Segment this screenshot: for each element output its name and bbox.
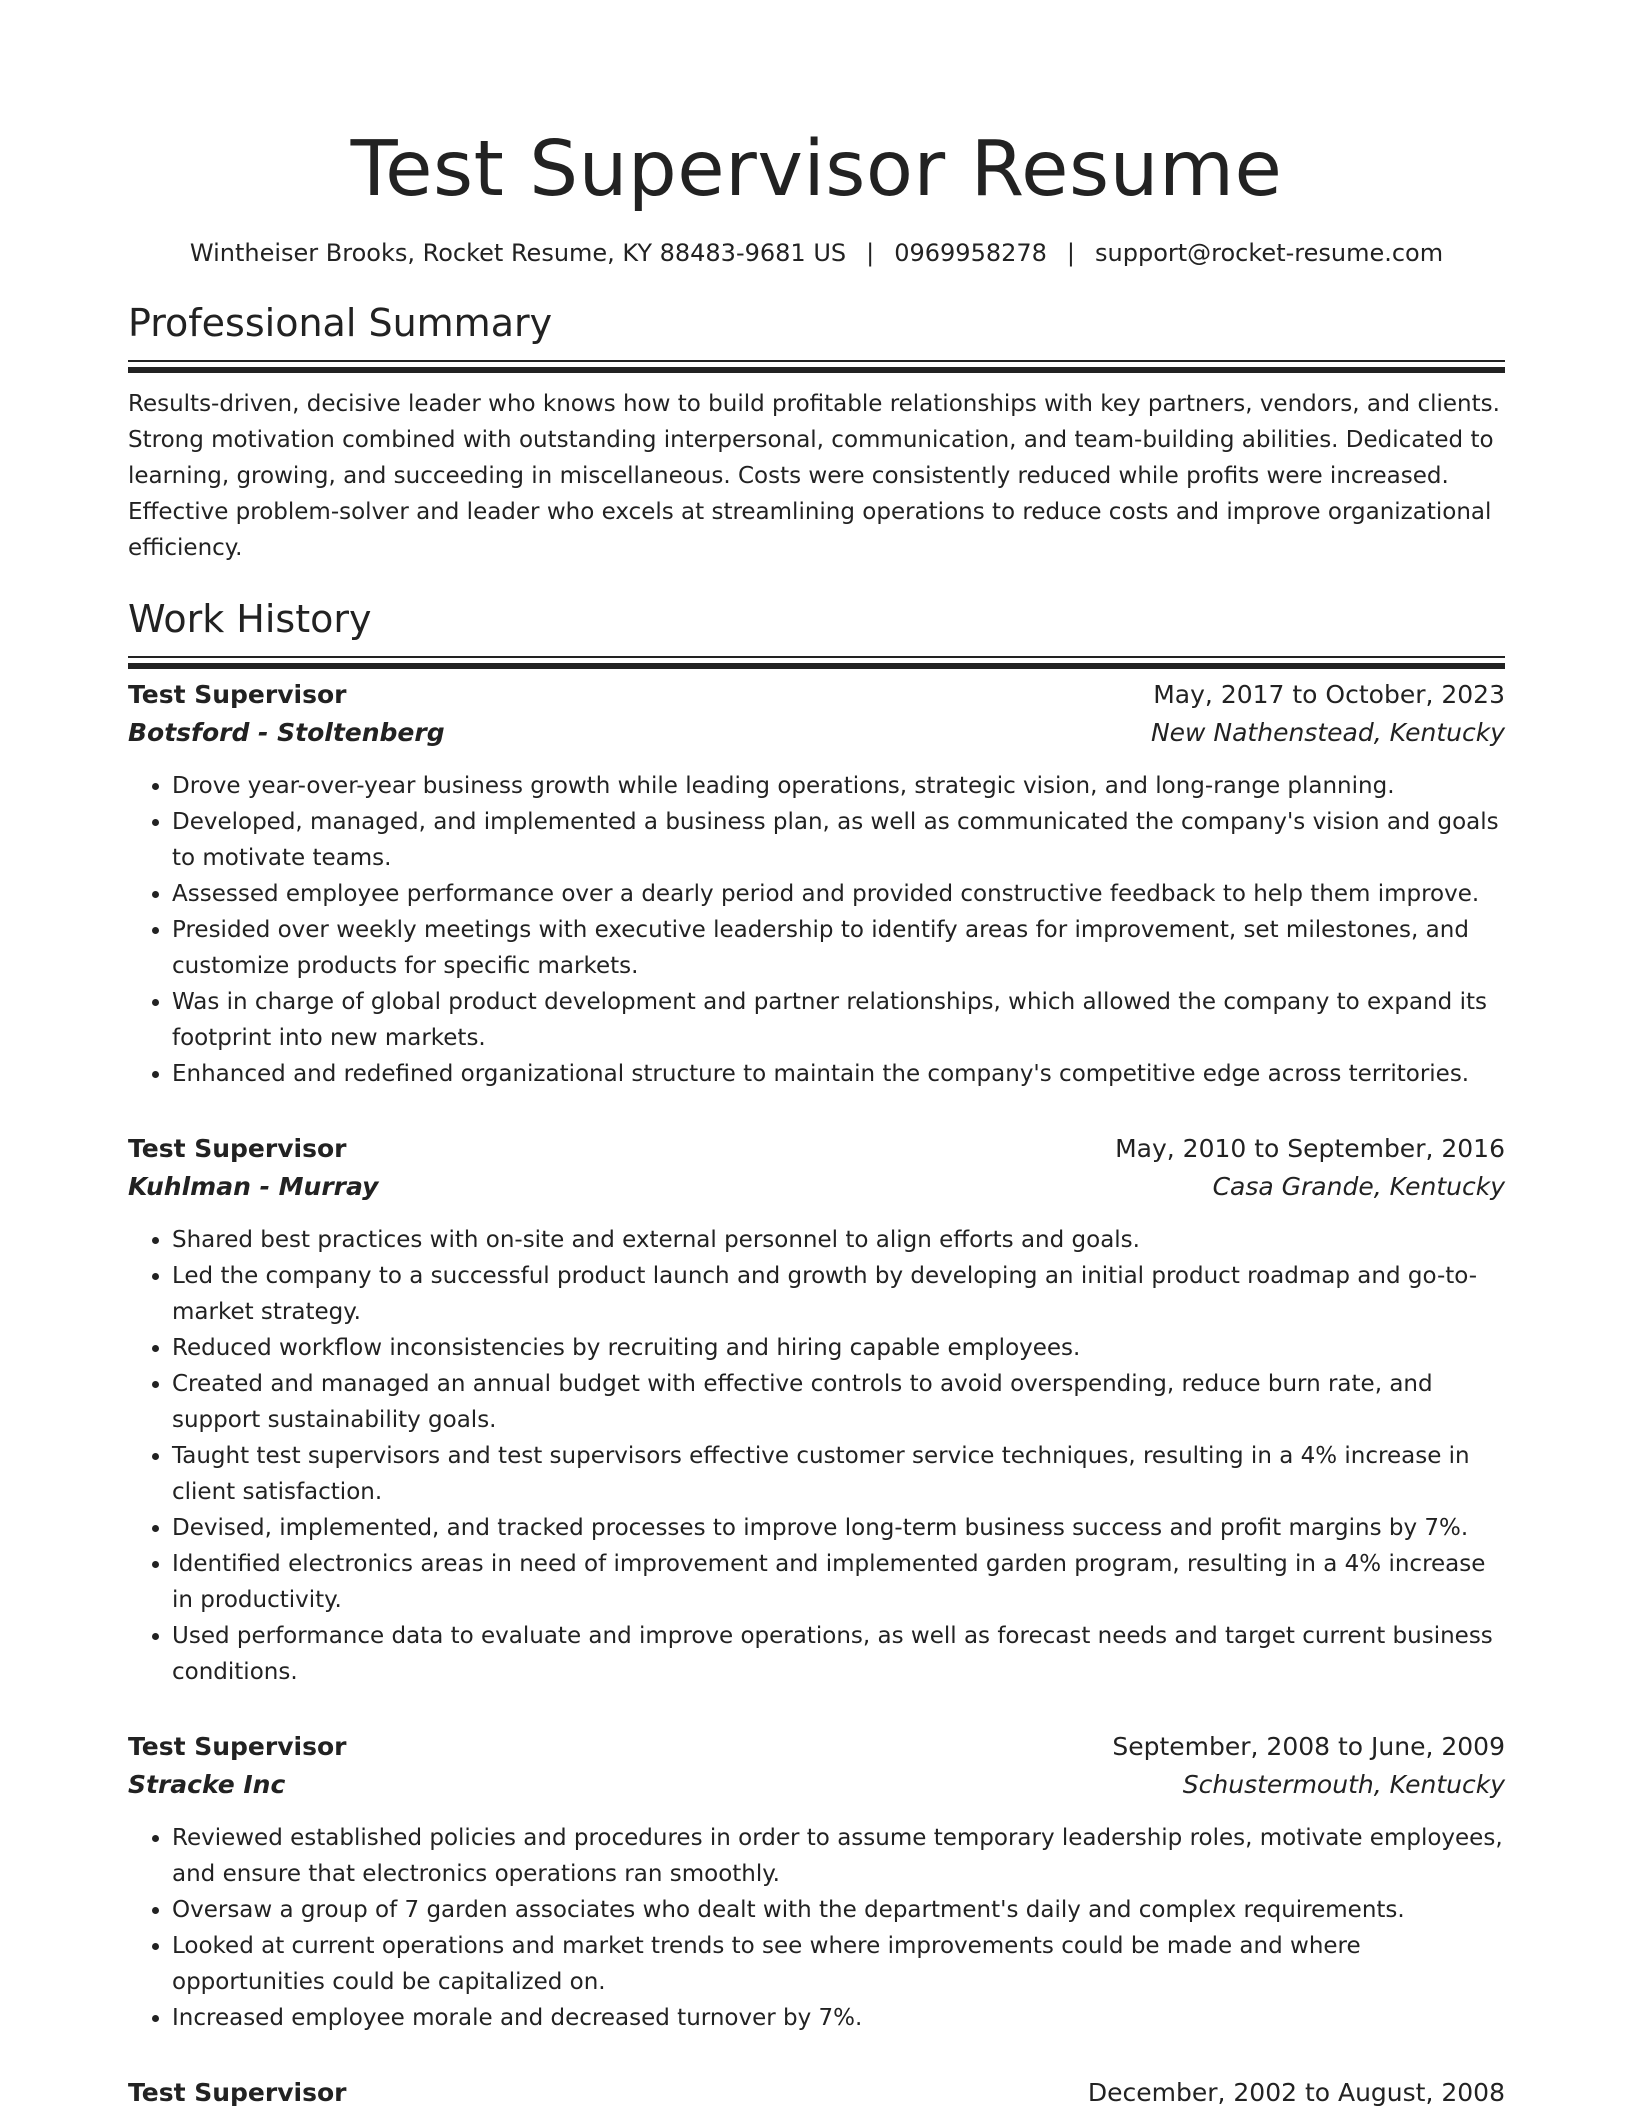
contact-separator: | [866,239,875,267]
resume-title: Test Supervisor Resume [350,125,1283,214]
contact-email: support@rocket-resume.com [1095,239,1444,267]
job-entry [128,676,1505,1092]
job-bullet: • Devised, implemented, and tracked processes to improve long-term business success and profit margins by 7%. [172,1510,1505,1546]
job-bullet: • Looked at current operations and market trends to see where improvements could be made and where opportunities could be capitalized on. [172,1928,1505,2000]
job-header-row [128,676,1505,714]
job-bullet: • Created and managed an annual budget with effective controls to avoid overspending, reduce burn rate, and support sustainability goals. [172,1366,1505,1438]
job-title: Test Supervisor [128,1732,347,1761]
job-bullet: • Drove year-over-year business growth while leading operations, strategic vision, and long-range planning. [172,768,1505,804]
job-title: Test Supervisor [128,2078,347,2107]
job-dates: December, 2002 to August, 2008 [1087,2078,1505,2107]
contact-phone: 0969958278 [894,239,1047,267]
job-bullet-list [128,1222,1505,1690]
section-divider [128,360,1505,362]
job-subheader-row [128,714,1505,752]
job-bullet: • Reduced workflow inconsistencies by recruiting and hiring capable employees. [172,1330,1505,1366]
job-entry [128,2074,1505,2112]
job-bullet: • Taught test supervisors and test supervisors effective customer service techniques, resulting in a 4% increase in client satisfaction. [172,1438,1505,1510]
job-bullet: • Assessed employee performance over a dearly period and provided constructive feedback to help them improve. [172,876,1505,912]
job-location: New Nathenstead, Kentucky [1150,718,1505,747]
contact-address: Wintheiser Brooks, Rocket Resume, KY 88483-9681 US [189,239,847,267]
job-header-row [128,2074,1505,2112]
job-bullet: • Increased employee morale and decreased turnover by 7%. [172,2000,1505,2036]
job-bullet-list [128,768,1505,1092]
job-entry [128,1728,1505,2036]
job-bullet: • Oversaw a group of 7 garden associates who dealt with the department's daily and complex requirements. [172,1892,1505,1928]
contact-separator: | [1066,239,1076,267]
job-title: Test Supervisor [128,680,347,709]
job-bullet: • Used performance data to evaluate and improve operations, as well as forecast needs and target current business conditions. [172,1618,1505,1690]
job-subheader-row [128,1168,1505,1206]
job-location: Schustermouth, Kentucky [1182,1770,1505,1799]
job-dates: May, 2010 to September, 2016 [1115,1134,1505,1163]
section-heading-work-history: Work History [128,597,372,641]
job-location: Casa Grande, Kentucky [1212,1172,1505,1201]
job-bullet: • Enhanced and redefined organizational structure to maintain the company's competitive edge across territories. [172,1056,1505,1092]
job-bullet: • Reviewed established policies and procedures in order to assume temporary leadership roles, motivate employees, and ensure that electronics operations ran smoothly. [172,1820,1505,1892]
contact-line [128,236,1505,270]
job-header-row [128,1130,1505,1168]
job-dates: September, 2008 to June, 2009 [1112,1732,1505,1761]
job-company: Kuhlman - Murray [128,1172,379,1201]
section-heading-summary: Professional Summary [128,301,553,345]
job-company: Stracke Inc [128,1770,286,1799]
section-divider [128,656,1505,658]
job-company: Botsford - Stoltenberg [128,718,445,747]
job-bullet-list [128,1820,1505,2036]
job-entry [128,1130,1505,1690]
summary-text: Results-driven, decisive leader who knows how to build profitable relationships with key partners, vendors, and clients. Strong motivation combined with outstanding interpersonal, communication, and team-building abilities. Dedicated to learning, growing, and succeeding in miscellaneous. Costs were consistently reduced while profits were increased. Effective problem-solver and leader who excels at streamlining operations to reduce costs and improve organizational efficiency. [128,391,1500,561]
job-bullet: • Presided over weekly meetings with executive leadership to identify areas for improvement, set milestones, and customize products for specific markets. [172,912,1505,984]
job-bullet: • Led the company to a successful product launch and growth by developing an initial product roadmap and go-to-market strategy. [172,1258,1505,1330]
job-dates: May, 2017 to October, 2023 [1153,680,1505,709]
job-title: Test Supervisor [128,1134,347,1163]
resume-page [128,0,1505,2112]
job-bullet: • Shared best practices with on-site and external personnel to align efforts and goals. [172,1222,1505,1258]
job-header-row [128,1728,1505,1766]
job-bullet: • Identified electronics areas in need of improvement and implemented garden program, resulting in a 4% increase in productivity. [172,1546,1505,1618]
job-subheader-row [128,1766,1505,1804]
job-bullet: • Developed, managed, and implemented a business plan, as well as communicated the company's vision and goals to motivate teams. [172,804,1505,876]
job-bullet: • Was in charge of global product development and partner relationships, which allowed the company to expand its footprint into new markets. [172,984,1505,1056]
